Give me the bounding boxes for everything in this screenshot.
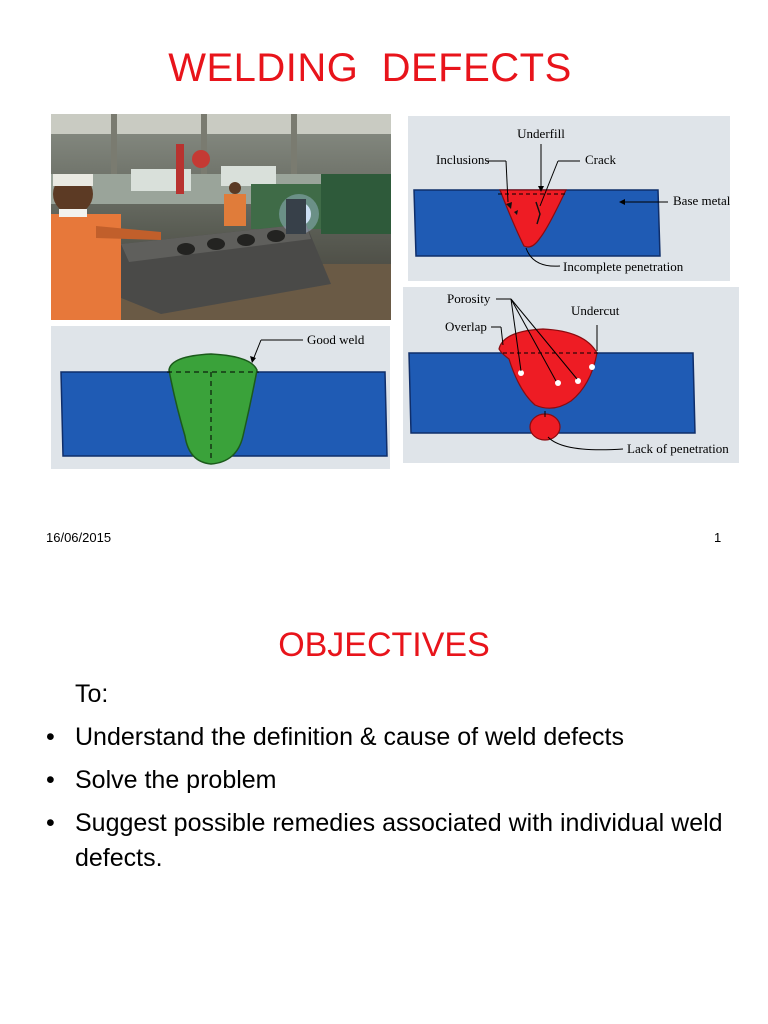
bullet-icon: • bbox=[46, 723, 55, 751]
label-overlap: Overlap bbox=[445, 319, 487, 334]
list-item bbox=[46, 806, 726, 876]
label-porosity: Porosity bbox=[447, 291, 491, 306]
objective-text: Understand the definition & cause of weld defects bbox=[75, 723, 624, 751]
label-undercut: Undercut bbox=[571, 303, 620, 318]
label-base-metal: Base metal bbox=[673, 193, 730, 208]
label-inclusions: Inclusions bbox=[436, 152, 490, 167]
weld-defects-diagram-inclusions-crack bbox=[408, 116, 730, 281]
objectives-intro: To: bbox=[75, 680, 109, 708]
label-incomplete-penetration: Incomplete penetration bbox=[563, 259, 684, 274]
slide-date: 16/06/2015 bbox=[46, 530, 112, 545]
good-weld-diagram bbox=[51, 326, 390, 469]
objective-text: Suggest possible remedies associated with individual weld defects. bbox=[75, 809, 723, 872]
page-number: 1 bbox=[714, 530, 722, 545]
bullet-icon: • bbox=[46, 809, 55, 837]
slide-title: WELDING DEFECTS bbox=[168, 46, 572, 90]
label-lack-of-penetration: Lack of penetration bbox=[627, 441, 729, 456]
weld-defects-diagram-porosity-undercut bbox=[403, 287, 739, 463]
objectives-title: OBJECTIVES bbox=[278, 626, 490, 664]
welding-workshop-photo bbox=[51, 114, 391, 320]
objective-text: Solve the problem bbox=[75, 766, 277, 794]
bullet-icon: • bbox=[46, 766, 55, 794]
label-crack: Crack bbox=[585, 152, 617, 167]
list-item bbox=[46, 720, 726, 755]
list-item bbox=[46, 763, 726, 798]
objectives-list bbox=[46, 720, 726, 884]
label-underfill: Underfill bbox=[517, 126, 565, 141]
label-good-weld: Good weld bbox=[307, 332, 365, 347]
